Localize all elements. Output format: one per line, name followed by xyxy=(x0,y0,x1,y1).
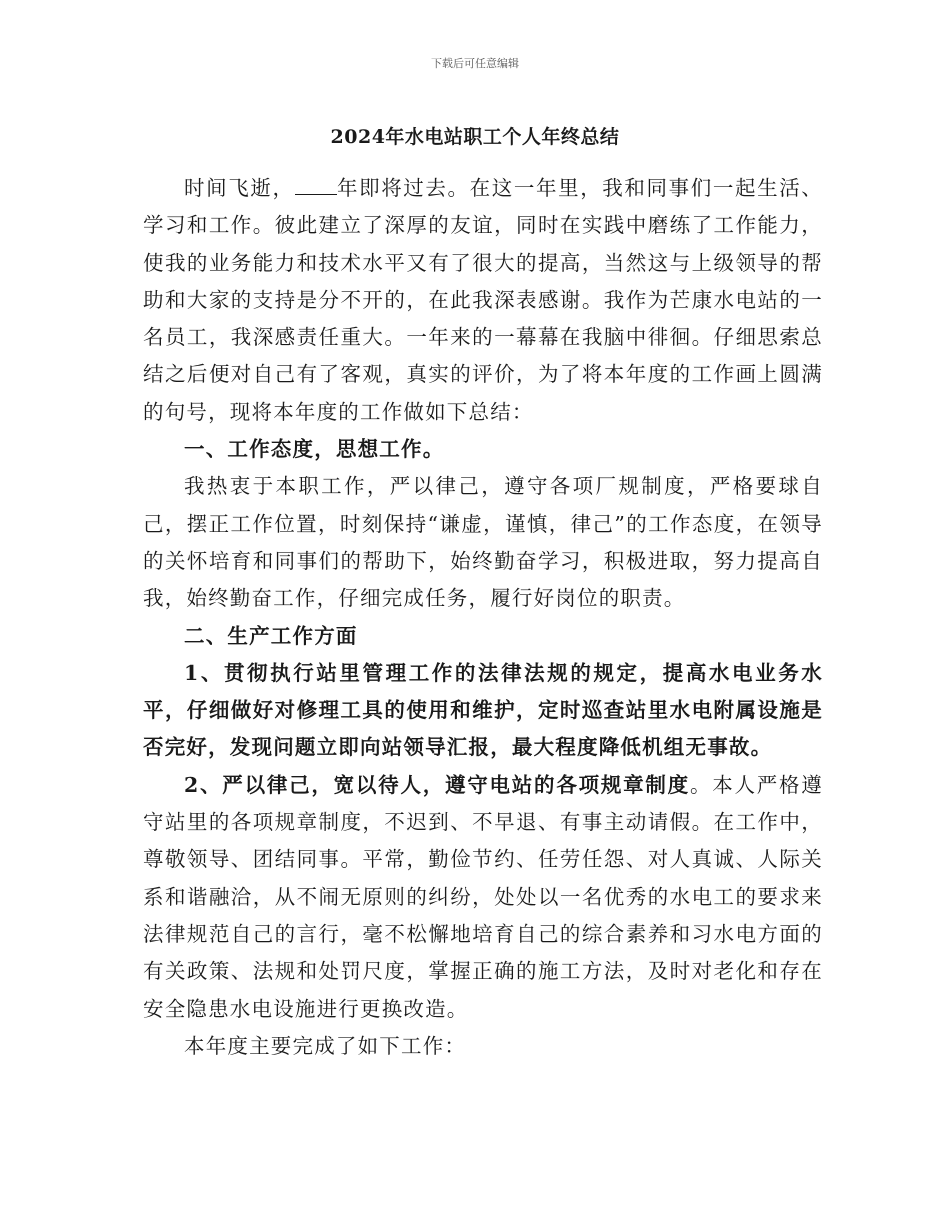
intro-paragraph xyxy=(143,170,823,431)
section1-heading: 一、工作态度，思想工作。 xyxy=(184,437,445,462)
intro-before-blank: 时间飞逝， xyxy=(184,176,295,200)
closing-paragraph: 本年度主要完成了如下工作： xyxy=(184,1033,467,1058)
header-note: 下载后可任意编辑 xyxy=(431,57,519,70)
section2-item2-bold: 2、严以律己，宽以待人，遵守电站的各项规章制度 xyxy=(184,772,690,797)
document-title: 2024年水电站职工个人年终总结 xyxy=(330,126,620,148)
intro-after-blank: 年即将过去。在这一年里，我和同事们一起生活、学习和工作。彼此建立了深厚的友谊，同时在实践中磨练了工作能力，使我的业务能力和技术水平又有了很大的提高，当然这与上级领导的帮助和大家的支持是分不开的，在此我深表感谢。我作为芒康水电站的一名员工，我深感责任重大。一年来的一幕幕在我脑中徘徊。仔细思索总结之后便对自己有了客观，真实的评价，为了将本年度的工作画上圆满的句号，现将本年度的工作做如下总结： xyxy=(143,176,824,424)
section2-item1: 1、贯彻执行站里管理工作的法律法规的规定，提高水电业务水平，仔细做好对修理工具的使用和维护，定时巡查站里水电附属设施是否完好，发现问题立即向站领导汇报，最大程度降低机组无事故。 xyxy=(143,660,823,760)
fill-in-blank xyxy=(295,174,337,195)
section1-paragraph: 我热衷于本职工作，严以律己，遵守各项厂规制度，严格要球自己，摆正工作位置，时刻保持“谦虚，谨慎，律己”的工作态度，在领导的关怀培育和同事们的帮助下，始终勤奋学习，积极进取，努力提高自我，始终勤奋工作，仔细完成任务，履行好岗位的职责。 xyxy=(143,474,823,611)
section2-item2 xyxy=(143,767,823,1028)
section2-item2-text: 。本人严格遵守站里的各项规章制度，不迟到、不早退、有事主动请假。在工作中，尊敬领导、团结同事。平常，勤俭节约、任劳任怨、对人真诚、人际关系和谐融洽，从不闹无原则的纠纷，处处以一名优秀的水电工的要求来法律规范自己的言行，毫不松懈地培育自己的综合素养和习水电方面的有关政策、法规和处罚尺度，掌握正确的施工方法，及时对老化和存在安全隐患水电设施进行更换改造。 xyxy=(143,772,823,1021)
document-body xyxy=(143,170,823,1065)
section2-heading: 二、生产工作方面 xyxy=(184,623,358,648)
